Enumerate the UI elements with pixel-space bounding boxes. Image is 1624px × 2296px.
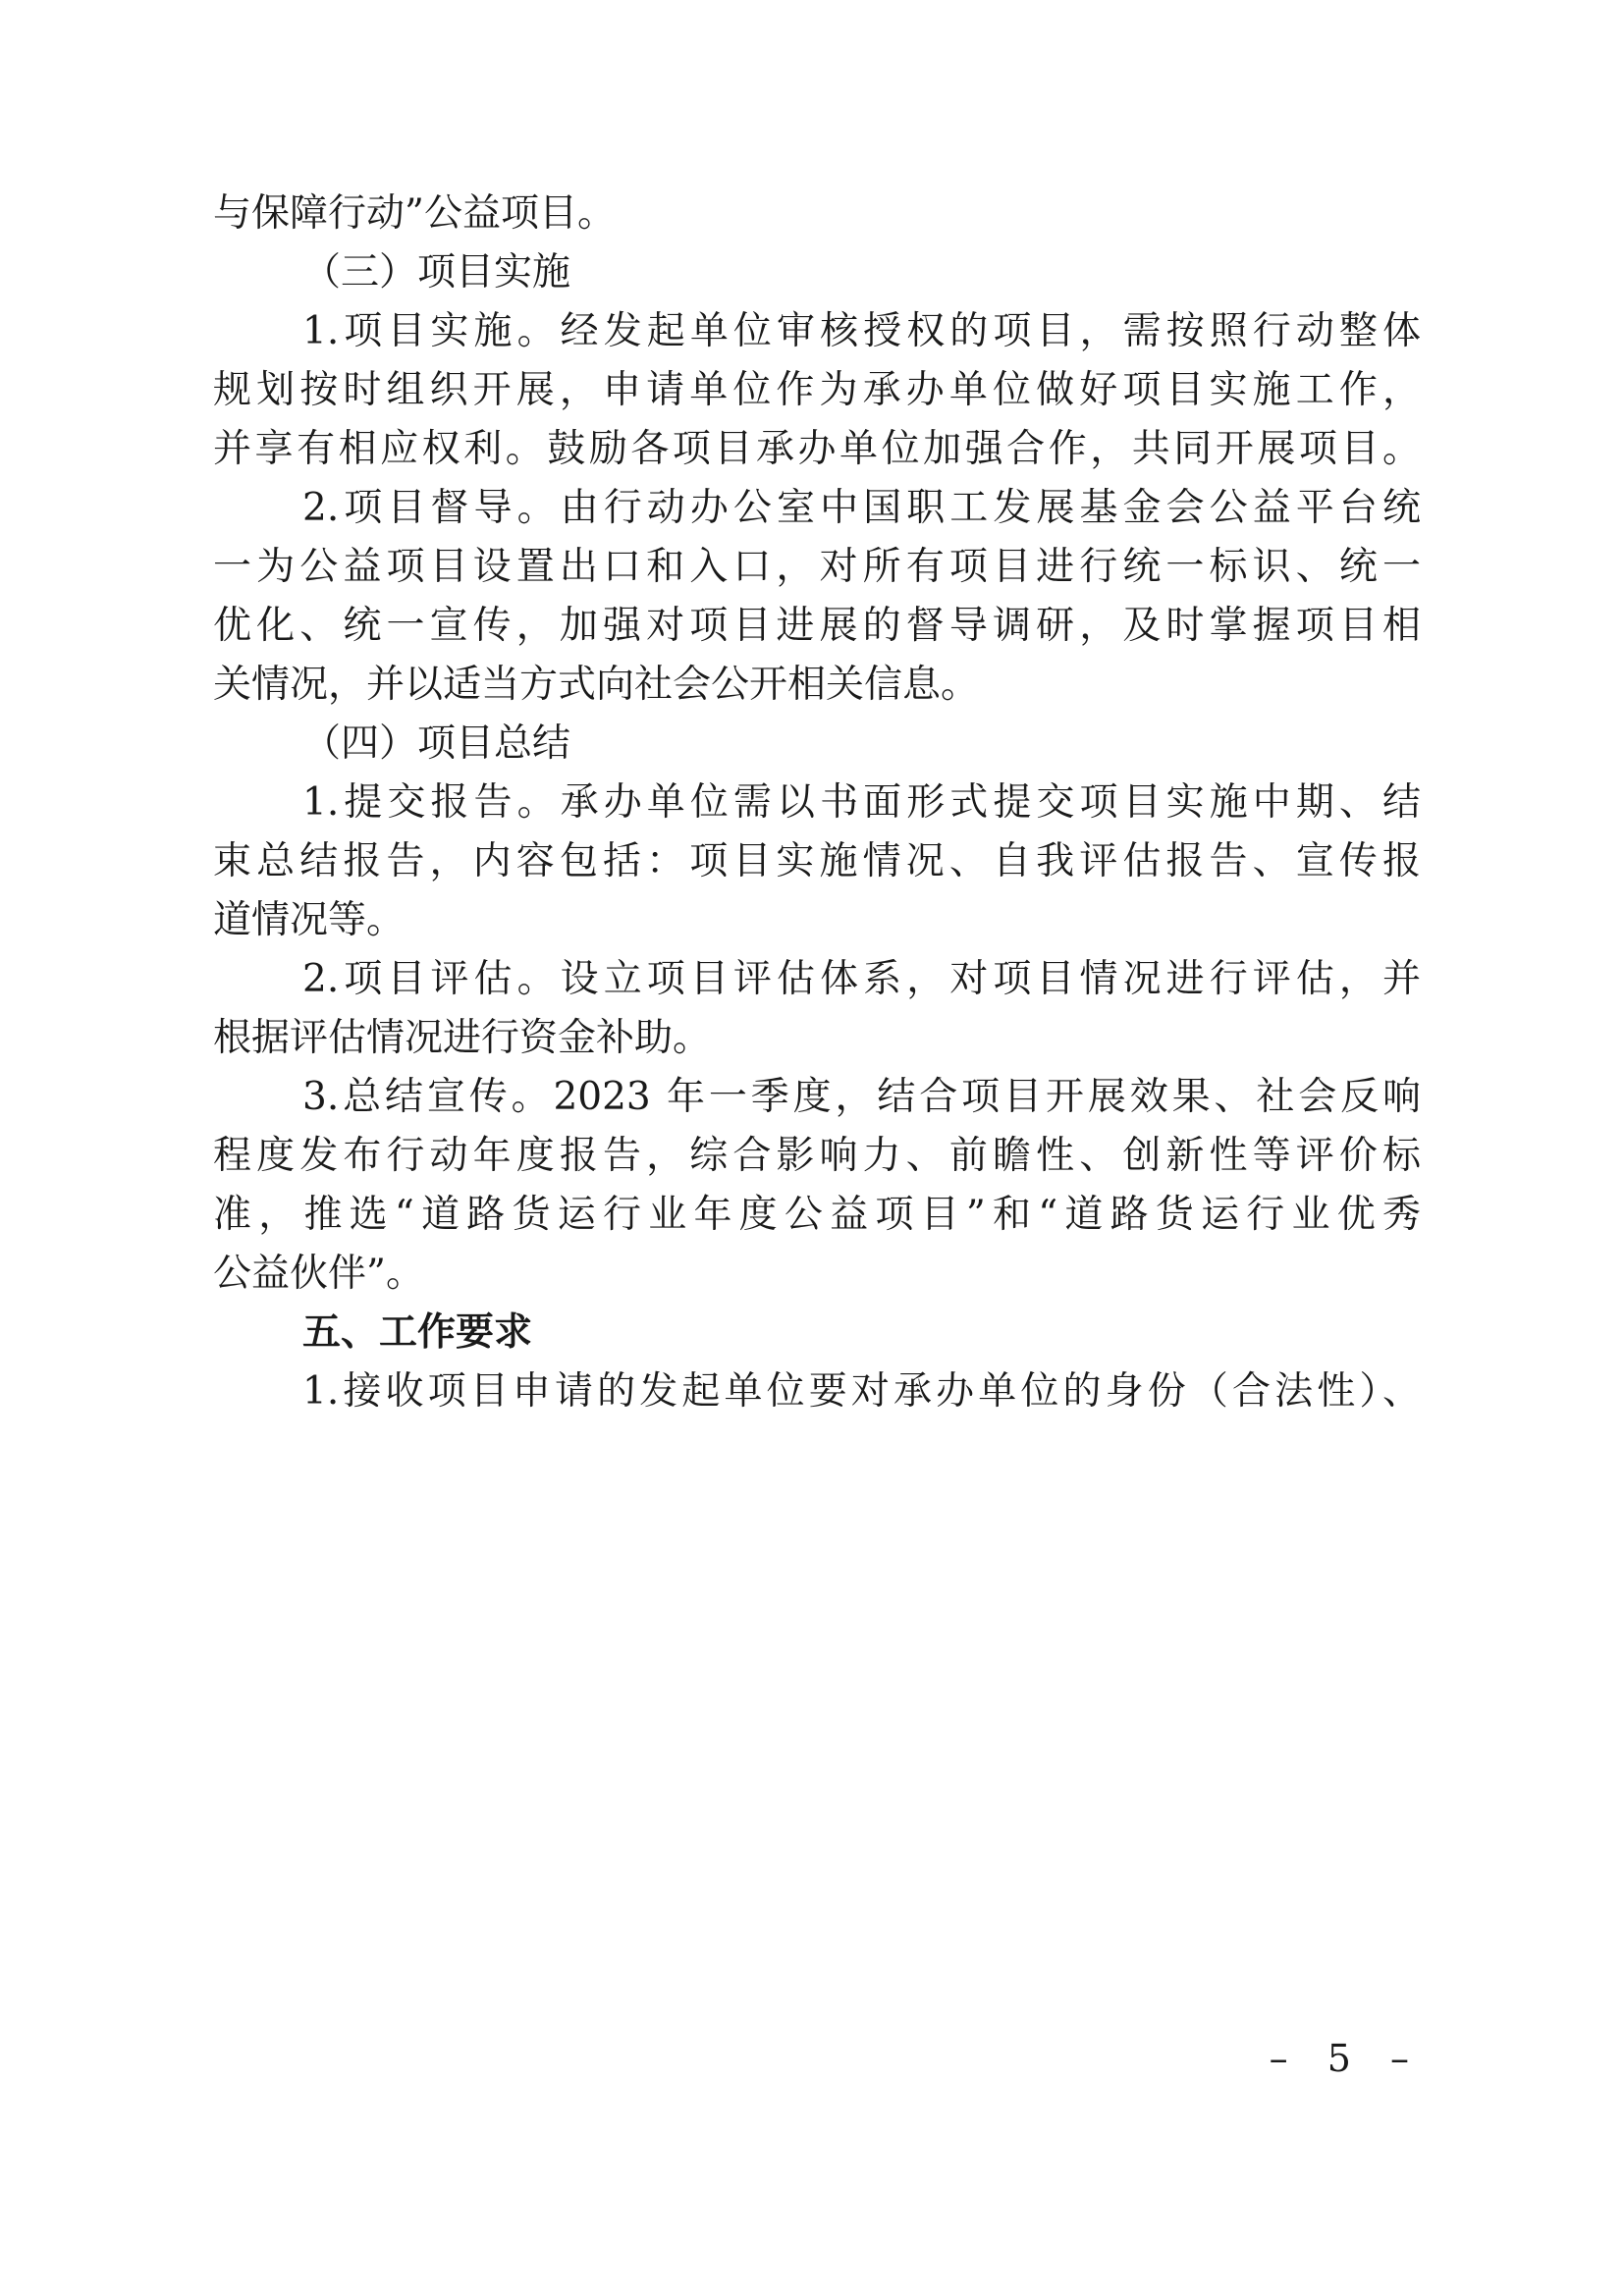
paragraph-line: 1.项目实施。经发起单位审核授权的项目，需按照行动整体	[302, 309, 1421, 353]
paragraph-line: 1.接收项目申请的发起单位要对承办单位的身份（合法性）、	[302, 1369, 1421, 1414]
paragraph-line: 程度发布行动年度报告，综合影响力、前瞻性、创新性等评价标	[213, 1134, 1421, 1178]
section-heading-work-requirements: 五、工作要求	[302, 1310, 533, 1355]
paragraph-line: 与保障行动”公益项目。	[213, 191, 616, 236]
section-heading-implementation: （三）项目实施	[302, 250, 571, 294]
section-heading-summary: （四）项目总结	[302, 721, 571, 766]
paragraph-line: 2.项目评估。设立项目评估体系，对项目情况进行评估，并	[302, 957, 1421, 1001]
paragraph-line: 束总结报告，内容包括：项目实施情况、自我评估报告、宣传报	[213, 839, 1421, 883]
paragraph-line: 优化、统一宣传，加强对项目进展的督导调研，及时掌握项目相	[213, 604, 1421, 648]
paragraph-line: 关情况，并以适当方式向社会公开相关信息。	[213, 663, 980, 707]
paragraph-line: 3.总结宣传。2023 年一季度，结合项目开展效果、社会反响	[302, 1075, 1421, 1119]
paragraph-line: 1.提交报告。承办单位需以书面形式提交项目实施中期、结	[302, 780, 1421, 825]
paragraph-line: 根据评估情况进行资金补助。	[213, 1016, 712, 1060]
paragraph-line: 准，推选“道路货运行业年度公益项目”和“道路货运行业优秀	[213, 1193, 1421, 1237]
paragraph-line: 道情况等。	[213, 898, 406, 942]
paragraph-line: 一为公益项目设置出口和入口，对所有项目进行统一标识、统一	[213, 545, 1421, 589]
page-number: – 5 –	[1269, 2037, 1423, 2080]
paragraph-line: 并享有相应权利。鼓励各项目承办单位加强合作，共同开展项目。	[213, 427, 1421, 471]
paragraph-line: 2.项目督导。由行动办公室中国职工发展基金会公益平台统	[302, 486, 1421, 530]
paragraph-line: 规划按时组织开展，申请单位作为承办单位做好项目实施工作，	[213, 368, 1421, 412]
paragraph-line: 公益伙伴”。	[213, 1252, 424, 1296]
